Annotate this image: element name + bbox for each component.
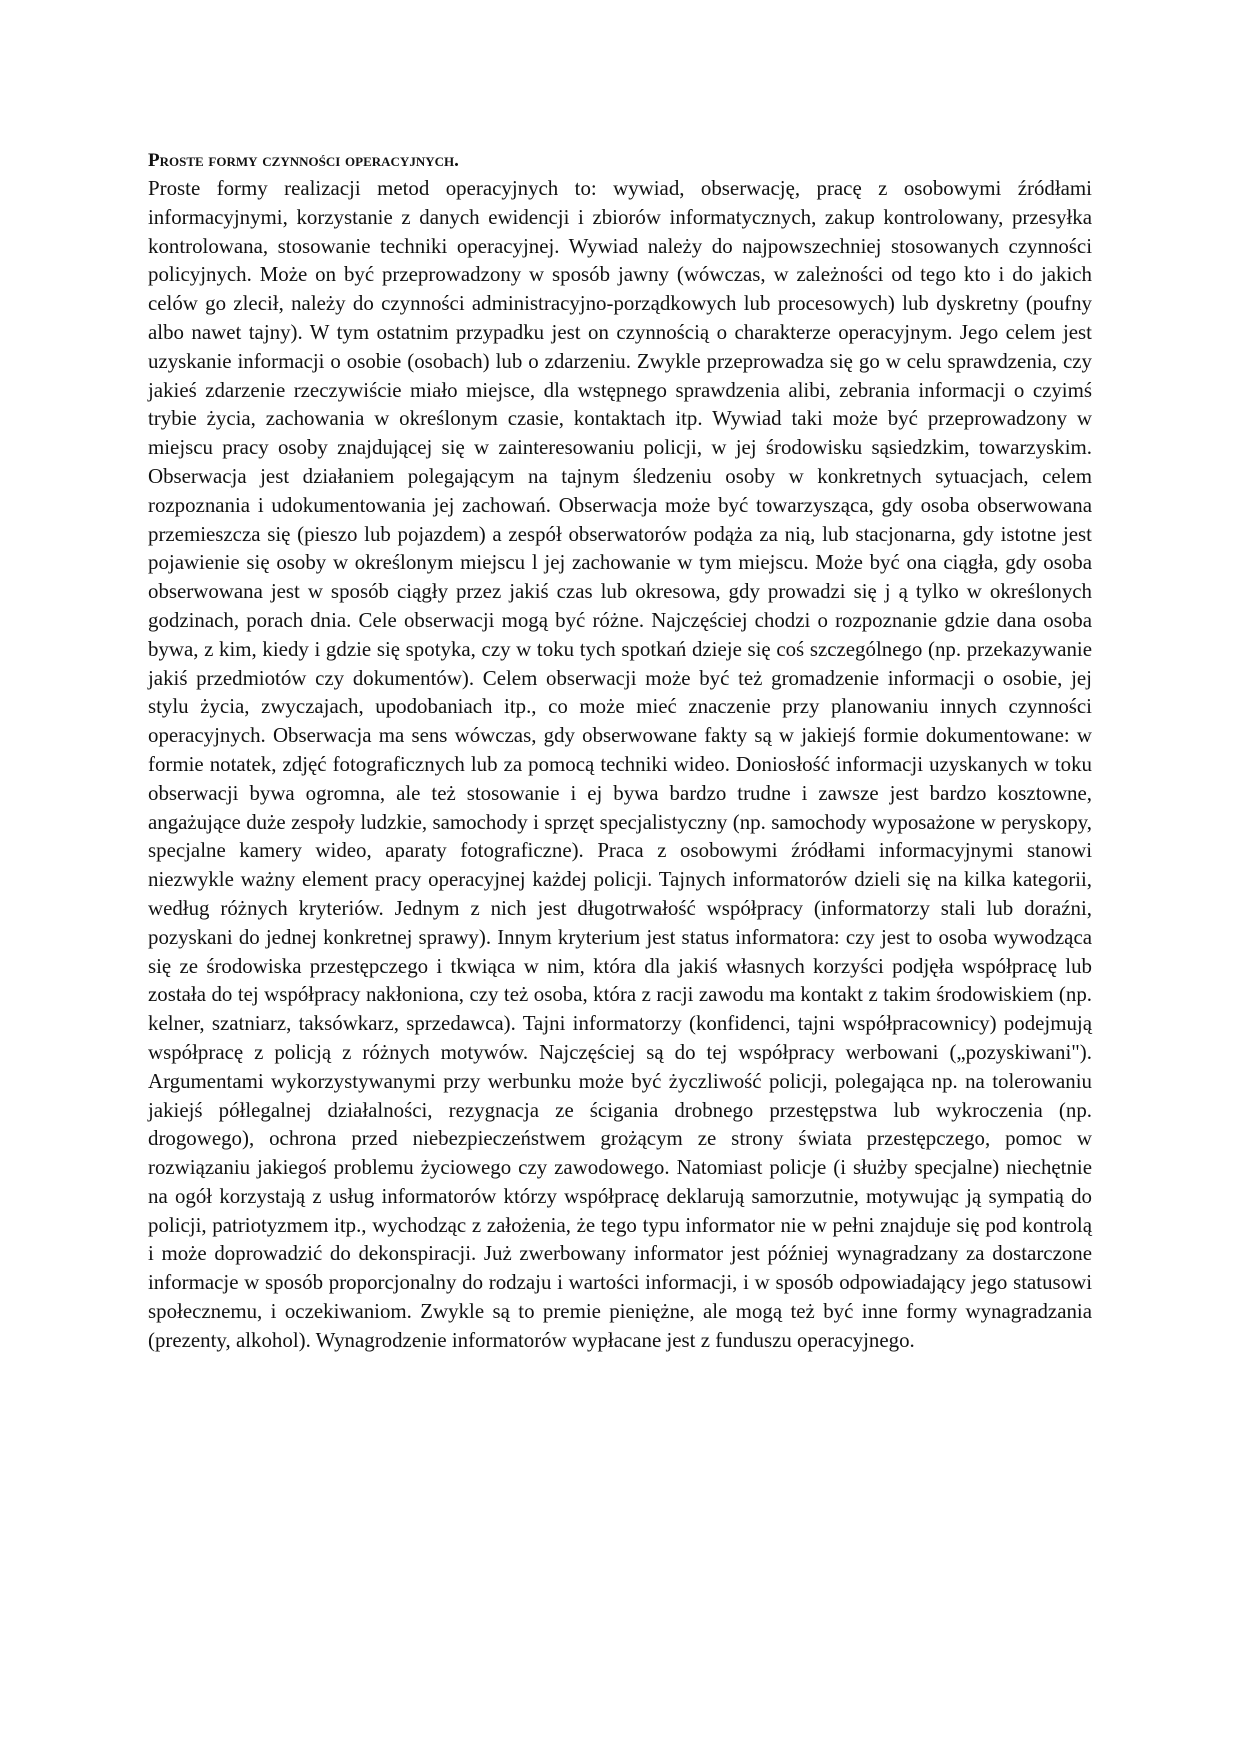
document-body: Proste formy realizacji metod operacyjnych to: wywiad, obserwację, pracę z osobowymi źródłami informacyjnymi, korzystanie z danych ewidencji i zbiorów informatycznych, zakup kontrolowany, przesyłka kontrolowana, stosowanie techniki operacyjnej. Wywiad należy do najpowszechniej stosowanych czynności policyjnych. Może on być przeprowadzony w sposób jawny (wówczas, w zależności od tego kto i do jakich celów go zlecił, należy do czynności administracyjno-porządkowych lub procesowych) lub dyskretny (poufny albo nawet tajny). W tym ostatnim przypadku jest on czynnością o charakterze operacyjnym. Jego celem jest uzyskanie informacji o osobie (osobach) lub o zdarzeniu. Zwykle przeprowadza się go w celu sprawdzenia, czy jakieś zdarzenie rzeczywiście miało miejsce, dla wstępnego sprawdzenia alibi, zebrania informacji o czyimś trybie życia, zachowania w określonym czasie, kontaktach itp. Wywiad taki może być przeprowadzony w miejscu pracy osoby znajdującej się w zainteresowaniu policji, w jej środowisku sąsiedzkim, towarzyskim. Obserwacja jest działaniem polegającym na tajnym śledzeniu osoby w konkretnych sytuacjach, celem rozpoznania i udokumentowania jej zachowań. Obserwacja może być towarzysząca, gdy osoba obserwowana przemieszcza się (pieszo lub pojazdem) a zespół obserwatorów podąża za nią, lub stacjonarna, gdy istotne jest pojawienie się osoby w określonym miejscu l jej zachowanie w tym miejscu. Może być ona ciągła, gdy osoba obserwowana jest w sposób ciągły przez jakiś czas lub okresowa, gdy prowadzi się j ą tylko w określonych godzinach, porach dnia. Cele obserwacji mogą być różne. Najczęściej chodzi o rozpoznanie gdzie dana osoba bywa, z kim, kiedy i gdzie się spotyka, czy w toku tych spotkań dzieje się coś szczególnego (np. przekazywanie jakiś przedmiotów czy dokumentów). Celem obserwacji może być też gromadzenie informacji o osobie, jej stylu życia, zwyczajach, upodobaniach itp., co może mieć znaczenie przy planowaniu innych czynności operacyjnych. Obserwacja ma sens wówczas, gdy obserwowane fakty są w jakiejś formie dokumentowane: w formie notatek, zdjęć fotograficznych lub za pomocą techniki wideo. Doniosłość informacji uzyskanych w toku obserwacji bywa ogromna, ale też stosowanie i ej bywa bardzo trudne i zawsze jest bardzo kosztowne, angażujące duże zespoły ludzkie, samochody i sprzęt specjalistyczny (np. samochody wyposażone w peryskopy, specjalne kamery wideo, aparaty fotograficzne). Praca z osobowymi źródłami informacyjnymi stanowi niezwykle ważny element pracy operacyjnej każdej policji. Tajnych informatorów dzieli się na kilka kategorii, według różnych kryteriów. Jednym z nich jest długotrwałość współpracy (informatorzy stali lub doraźni, pozyskani do jednej konkretnej sprawy). Innym kryterium jest status informatora: czy jest to osoba wywodząca się ze środowiska przestępczego i tkwiąca w nim, która dla jakiś własnych korzyści podjęła współpracę lub została do tej współpracy nakłoniona, czy też osoba, która z racji zawodu ma kontakt z takim środowiskiem (np. kelner, szatniarz, taksówkarz, sprzedawca). Tajni informatorzy (konfidenci, tajni współpracownicy) podejmują współpracę z policją z różnych motywów. Najczęściej są do tej współpracy werbowani („pozyskiwani"). Argumentami wykorzystywanymi przy werbunku może być życzliwość policji, polegająca np. na tolerowaniu jakiejś półlegalnej działalności, rezygnacja ze ścigania drobnego przestępstwa lub wykroczenia (np. drogowego), ochrona przed niebezpieczeństwem grożącym ze strony świata przestępczego, pomoc w rozwiązaniu jakiegoś problemu życiowego czy zawodowego. Natomiast policje (i służby specjalne) niechętnie na ogół korzystają z usług informatorów którzy współpracę deklarują samorzutnie, motywując ją sympatią do policji, patriotyzmem itp., wychodząc z założenia, że tego typu informator nie w pełni znajduje się pod kontrolą i może doprowadzić do dekonspiracji. Już zwerbowany informator jest później wynagradzany za dostarczone informacje w sposób proporcjonalny do rodzaju i wartości informacji, i w sposób odpowiadający jego statusowi społecznemu, i oczekiwaniom. Zwykle są to premie pieniężne, ale mogą też być inne formy wynagradzania (prezenty, alkohol). Wynagrodzenie informatorów wypłacane jest z funduszu operacyjnego.	[148, 176, 1092, 1352]
document-title: Proste formy czynności operacyjnych.	[148, 150, 459, 171]
document-content	[148, 148, 1092, 1355]
